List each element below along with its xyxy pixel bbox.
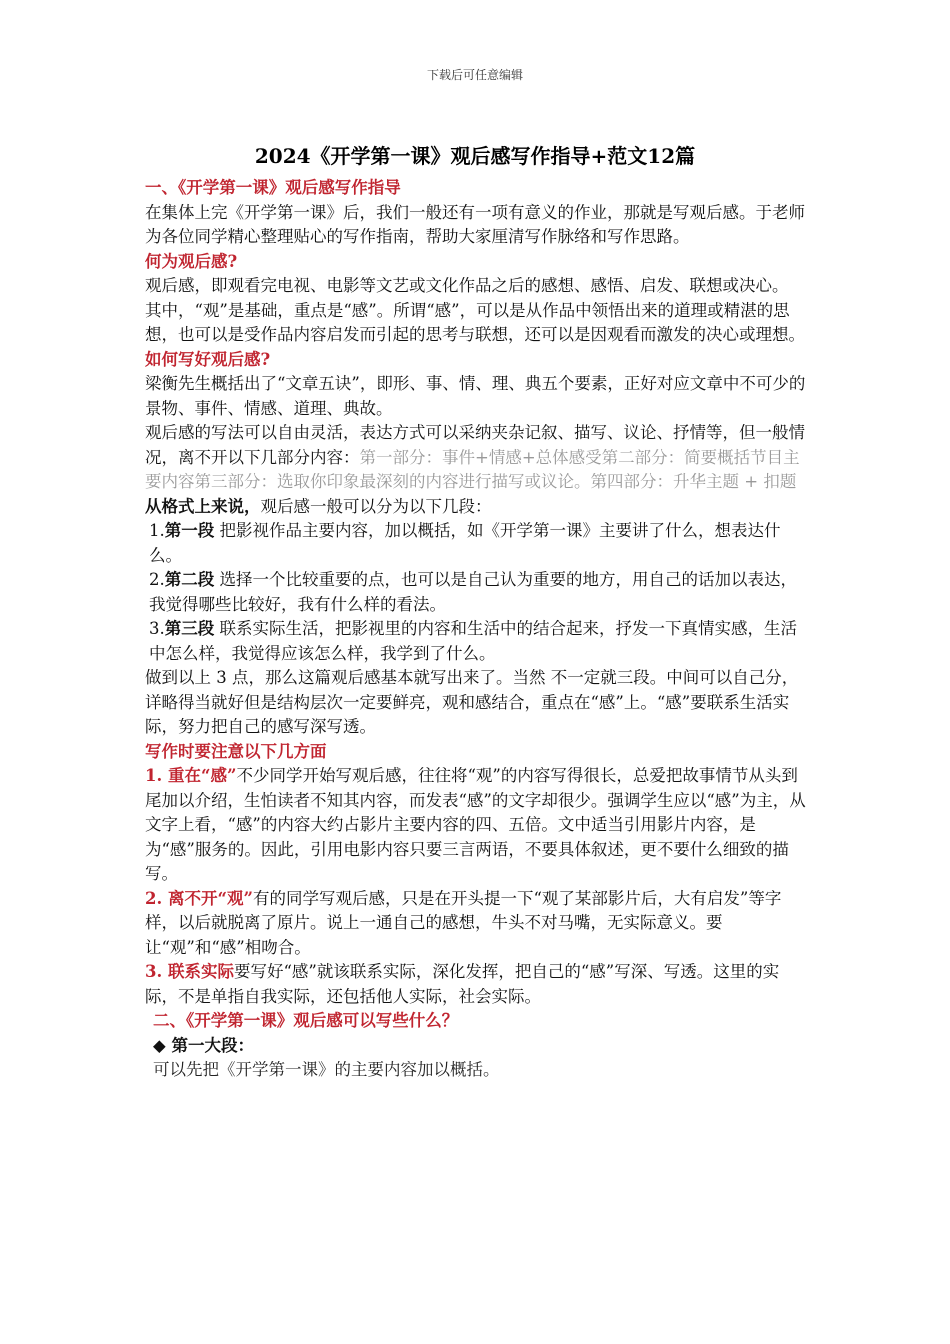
para2-text: 选择一个比较重要的点，也可以是自己认为重要的地方，用自己的话加以表达，我觉得哪些比较好，我有什么样的看法。 bbox=[149, 570, 797, 614]
tip2-label: 2. 离不开“观” bbox=[145, 888, 253, 908]
document-body bbox=[145, 176, 810, 1083]
tip3-text: 要写好“感”就该联系实际，深化发挥，把自己的“感”写深、写透。这里的实际，不是单指自我实际，还包括他人实际，社会实际。 bbox=[145, 962, 780, 1006]
tip3-label: 3. 联系实际 bbox=[145, 962, 234, 981]
para1-text: 把影视作品主要内容，加以概括，如《开学第一课》主要讲了什么，想表达什么。 bbox=[149, 521, 781, 565]
para1-bold: 第一段 bbox=[164, 521, 215, 540]
format-bold: 从格式上来说， bbox=[145, 496, 261, 516]
q1-paragraph-1: 观后感，即观看完电视、电影等文艺或文化作品之后的感想、感悟、启发、联想或决心。 bbox=[145, 276, 789, 295]
section2-heading: 二、《开学第一课》观后感可以写些什么？ bbox=[153, 1011, 459, 1030]
q2-paragraph-2 bbox=[145, 421, 810, 495]
format-line bbox=[145, 495, 810, 520]
tip1-label: 1. 重在“感” bbox=[145, 766, 237, 785]
part1-heading-line bbox=[145, 1034, 810, 1059]
summary-paragraph: 做到以上 3 点，那么这篇观后感基本就写出来了。当然 不一定就三段。中间可以自己分，详略得当就好但是结构层次一定要鲜亮，观和感结合，重点在“感”上。“感”要联系生活实际，努力把自己的感写深写透。 bbox=[145, 668, 799, 736]
diamond-bullet-icon: ◆ bbox=[153, 1035, 166, 1055]
q2-paragraph-2-main: 观后感的写法可以自由灵活，表达方式可以采纳夹杂记叙、描写、议论、抒情等，但一般情况，离不开以下几部分内容： bbox=[145, 423, 805, 467]
para3-num: 3. bbox=[149, 619, 165, 638]
page-title: 2024《开学第一课》观后感写作指导+范文12篇 bbox=[254, 144, 696, 168]
q1-heading: 何为观后感? bbox=[145, 251, 238, 271]
para3-text: 联系实际生活，把影视里的内容和生活中的结合起来，抒发一下真情实感，生活中怎么样，我觉得应该怎么样，我学到了什么。 bbox=[149, 619, 797, 663]
q2-paragraph-2-gray: 第一部分：事件+情感+总体感受第二部分：简要概括节目主要内容第三部分：选取你印象最深刻的内容进行描写或议论。第四部分：升华主题 + 扣题 bbox=[145, 447, 800, 491]
q2-paragraph-1: 梁衡先生概括出了“文章五诀”，即形、事、情、理、典五个要素，正好对应文章中不可少的景物、事件、情感、道理、典故。 bbox=[145, 374, 806, 418]
header-note: 下载后可任意编辑 bbox=[426, 68, 523, 82]
section1-heading: 一、《开学第一课》观后感写作指导 bbox=[145, 178, 401, 197]
paragraph-guide-3 bbox=[145, 617, 810, 666]
part1-heading: 第一大段： bbox=[171, 1035, 254, 1055]
tip-2 bbox=[145, 887, 810, 961]
part1-text: 可以先把《开学第一课》的主要内容加以概括。 bbox=[153, 1060, 500, 1079]
paragraph-guide-1 bbox=[145, 519, 810, 568]
para2-num: 2. bbox=[149, 570, 165, 589]
q2-heading: 如何写好观后感? bbox=[145, 349, 271, 369]
para1-num: 1. bbox=[149, 521, 165, 540]
attention-heading: 写作时要注意以下几方面 bbox=[145, 741, 327, 761]
q1-paragraph-2: 其中，“观”是基础，重点是“感”。所谓“感”，可以是从作品中领悟出来的道理或精湛的思想，也可以是受作品内容启发而引起的思考与联想，还可以是因观看而激发的决心或理想。 bbox=[145, 300, 805, 344]
tip-3 bbox=[145, 960, 810, 1009]
tip2-text: 有的同学写观后感，只是在开头提一下“观了某部影片后，大有启发”等字样，以后就脱离了原片。说上一通自己的感想，牛头不对马嘴，无实际意义。要让“观”和“感”相吻合。 bbox=[145, 888, 782, 957]
intro-paragraph: 在集体上完《开学第一课》后，我们一般还有一项有意义的作业，那就是写观后感。于老师为各位同学精心整理贴心的写作指南，帮助大家厘清写作脉络和写作思路。 bbox=[145, 202, 805, 246]
paragraph-guide-2 bbox=[145, 568, 810, 617]
para2-bold: 第二段 bbox=[164, 570, 215, 589]
tip-1 bbox=[145, 764, 810, 887]
para3-bold: 第三段 bbox=[164, 619, 215, 638]
format-rest: 观后感一般可以分为以下几段： bbox=[260, 496, 492, 516]
tip1-text: 不少同学开始写观后感，往往将“观”的内容写得很长，总爱把故事情节从头到尾加以介绍，生怕读者不知其内容，而发表“感”的文字却很少。强调学生应以“感”为主，从文字上看，“感”的内容大约占影片主要内容的四、五倍。文中适当引用影片内容，是为“感”服务的。因此，引用电影内容只要三言两语，不要具体叙述，更不要什么细致的描写。 bbox=[145, 766, 806, 883]
